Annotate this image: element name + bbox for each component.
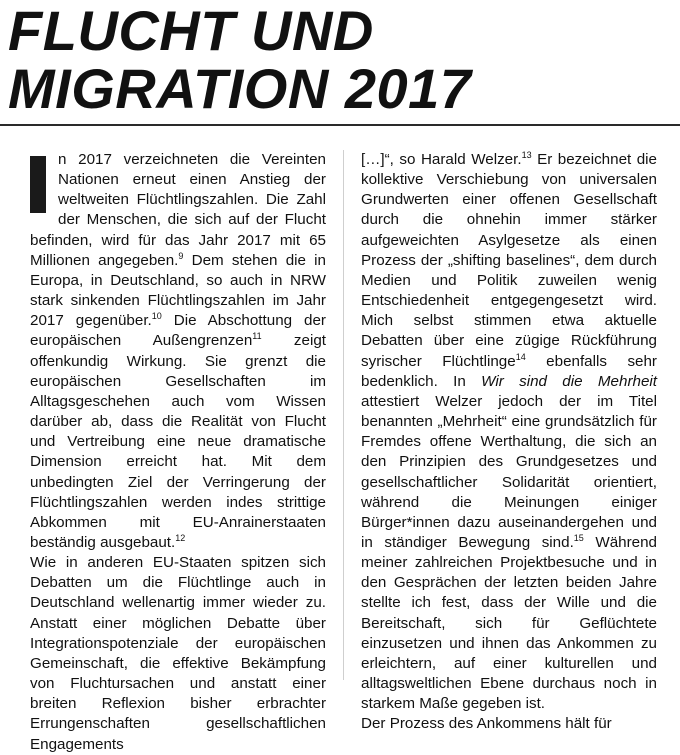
- right-paragraph-2: Der Prozess des Ankommens hält für: [361, 715, 612, 733]
- text-run: ebenfalls sehr bedenklich. In: [361, 352, 657, 390]
- text-run: Die Abschottung der europäischen Außengrenzen: [30, 312, 326, 350]
- book-title: Wir sind die Mehrheit: [481, 372, 657, 390]
- footnote-13: 13: [521, 149, 532, 160]
- left-column: [30, 150, 326, 755]
- title-line-2: MIGRATION 2017: [8, 57, 472, 120]
- text-run: n 2017 verzeichneten die Vereinten Nationen erneut einen Anstieg der weltweiten Flüchtlingszahlen. Die Zahl der Menschen, die sich auf der Flucht befinden, wird für das Jahr 2017 mit 65 Millionen angegeben.: [30, 151, 326, 269]
- footnote-14: 14: [515, 351, 526, 362]
- text-run: Er bezeichnet die kollektive Verschiebung von universalen Grundwerten einer offenen Gesellschaft durch die ohnehin immer stärker aufgeweichten Asylgesetze als einen Prozess der „shifting baselines“, dem durch Medien und Politik zuweilen wenig Entschiedenheit entgegengesetzt wird. Mich selbst stimmen etwa aktuelle Debatten über eine zügige Rückführung syrischer Flüchtlinge: [361, 151, 658, 370]
- text-run: Dem stehen die in Europa, in Deutschland, so auch in NRW stark sinkenden Flüchtlingszahlen im Jahr 2017 gegenüber.: [30, 251, 326, 330]
- footnote-9: 9: [178, 250, 184, 261]
- page-title: [8, 2, 678, 118]
- text-run: […]“, so Harald Welzer.: [361, 151, 522, 168]
- left-paragraph-2: Wie in anderen EU-Staaten spitzen sich Debatten um die Flüchtlinge auch in Deutschland wellenartig immer wieder zu. Anstatt einer möglichen Debatte über Integrationspotenziale der europäischen Gemeinschaft, die effektive Bekämpfung von Fluchtursachen und anstatt einer breiten Reflexion bisher erbrachter Errungenschaften gesellschaftlichen Engagements: [30, 554, 326, 753]
- text-run: attestiert Welzer jedoch der im Titel benannten „Mehrheit“ eine grundsätzlich für Fremdes offene Werthaltung, die sich an den Prinzipien des Grundgesetzes und gesellschaftlicher Solidarität orientiert, während die Meinungen einiger Bürger*innen dazu auseinandergehen und in ständiger Bewegung sind.: [361, 392, 657, 551]
- title-rule: [0, 124, 680, 126]
- footnote-15: 15: [573, 532, 584, 543]
- text-run: Während meiner zahlreichen Projektbesuche und in den Gesprächen der letzten beiden Jahre stellte ich fest, dass der Wille und die Bereitschaft, sich für Geflüchtete einzusetzen und ihnen das Ankommen zu erleichtern, auf einer kulturellen und alltagsweltlichen Ebene durchaus noch in starkem Maße gegeben ist.: [361, 533, 657, 713]
- footnote-11: 11: [252, 331, 262, 342]
- right-paragraph-1: [361, 150, 657, 714]
- footnote-10: 10: [151, 311, 162, 322]
- column-gutter: [343, 150, 344, 680]
- footnote-12: 12: [175, 532, 186, 543]
- drop-cap-letter-i: [30, 156, 46, 213]
- text-run: zeigt offenkundig Wirkung. Sie grenzt die europäischen Gesellschaften im Alltagsgeschehen auch vom Wissen darüber ab, dass die Realität von Flucht und Vertreibung eine neue dramatische Dimension erreicht hat. Mit dem unbedingten Ziel der Verringerung der Flüchtlingszahlen werden indes strittige Abkommen mit EU-Anrainerstaaten beständig ausgebaut.: [30, 332, 326, 551]
- right-column: [361, 150, 657, 735]
- left-paragraph-1: [30, 150, 326, 553]
- title-line-1: FLUCHT UND: [8, 0, 374, 62]
